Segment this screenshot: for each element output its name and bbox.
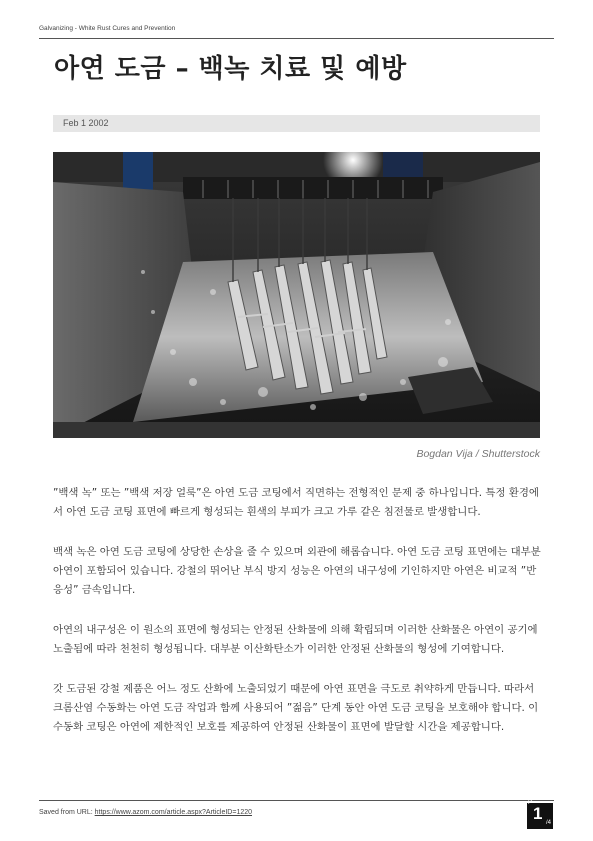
date-bar [53,115,540,132]
saved-from-label: Saved from URL: [39,809,95,816]
page-title: 아연 도금 – 백녹 치료 및 예방 [54,54,407,84]
running-header: Galvanizing - White Rust Cures and Prevention [39,25,176,32]
photo-credit: Bogdan Vija / Shutterstock [416,448,540,460]
article-body [53,484,543,758]
paragraph-3: 아연의 내구성은 이 원소의 표면에 형성되는 안정된 산화물에 의해 확립되며 이러한 산화물은 아연이 공기에 노출됨에 따라 천천히 형성됩니다. 대부분 이산화탄소가 이러한 안정된 산화물의 형성에 기여합니다. [53,624,538,655]
page-total: /4 [546,820,552,826]
article-photo [53,152,540,438]
page-prefix: P [528,800,533,806]
footer-source [39,809,252,816]
footer-divider [39,800,554,801]
paragraph-4: 갓 도금된 강철 제품은 어느 정도 산화에 노출되었기 때문에 아연 표면을 극도로 취약하게 만듭니다. 따라서 크롬산염 수동화는 아연 도금 작업과 함께 사용되어 ”젊음” 단계 동안 아연 도금 코팅을 보호해야 합니다. 이 수동화 코팅은 아연에 제한적인 보호를 제공하여 안정된 산화물이 표면에 발달할 시간을 제공합니다. [53,683,539,733]
publish-date: Feb 1 2002 [63,118,109,128]
paragraph-2: 백색 녹은 아연 도금 코팅에 상당한 손상을 줄 수 있으며 외관에 해롭습니다. 아연 도금 코팅 표면에는 대부분 아연이 포함되어 있습니다. 강철의 뛰어난 부식 방지 성능은 아연의 내구성에 기인하지만 아연은 비교적 ”반응성” 금속입니다. [53,546,541,596]
paragraph-1: ”백색 녹” 또는 ”백색 저장 얼룩”은 아연 도금 코팅에서 직면하는 전형적인 문제 중 하나입니다. 특정 환경에서 아연 도금 코팅 표면에 빠르게 형성되는 흰색의 부피가 크고 가루 같은 침전물로 발생합니다. [53,487,539,518]
header-divider [39,38,554,39]
page-number: 1 [533,804,543,823]
source-url-link[interactable]: https://www.azom.com/article.aspx?ArticleID=1220 [94,809,253,816]
